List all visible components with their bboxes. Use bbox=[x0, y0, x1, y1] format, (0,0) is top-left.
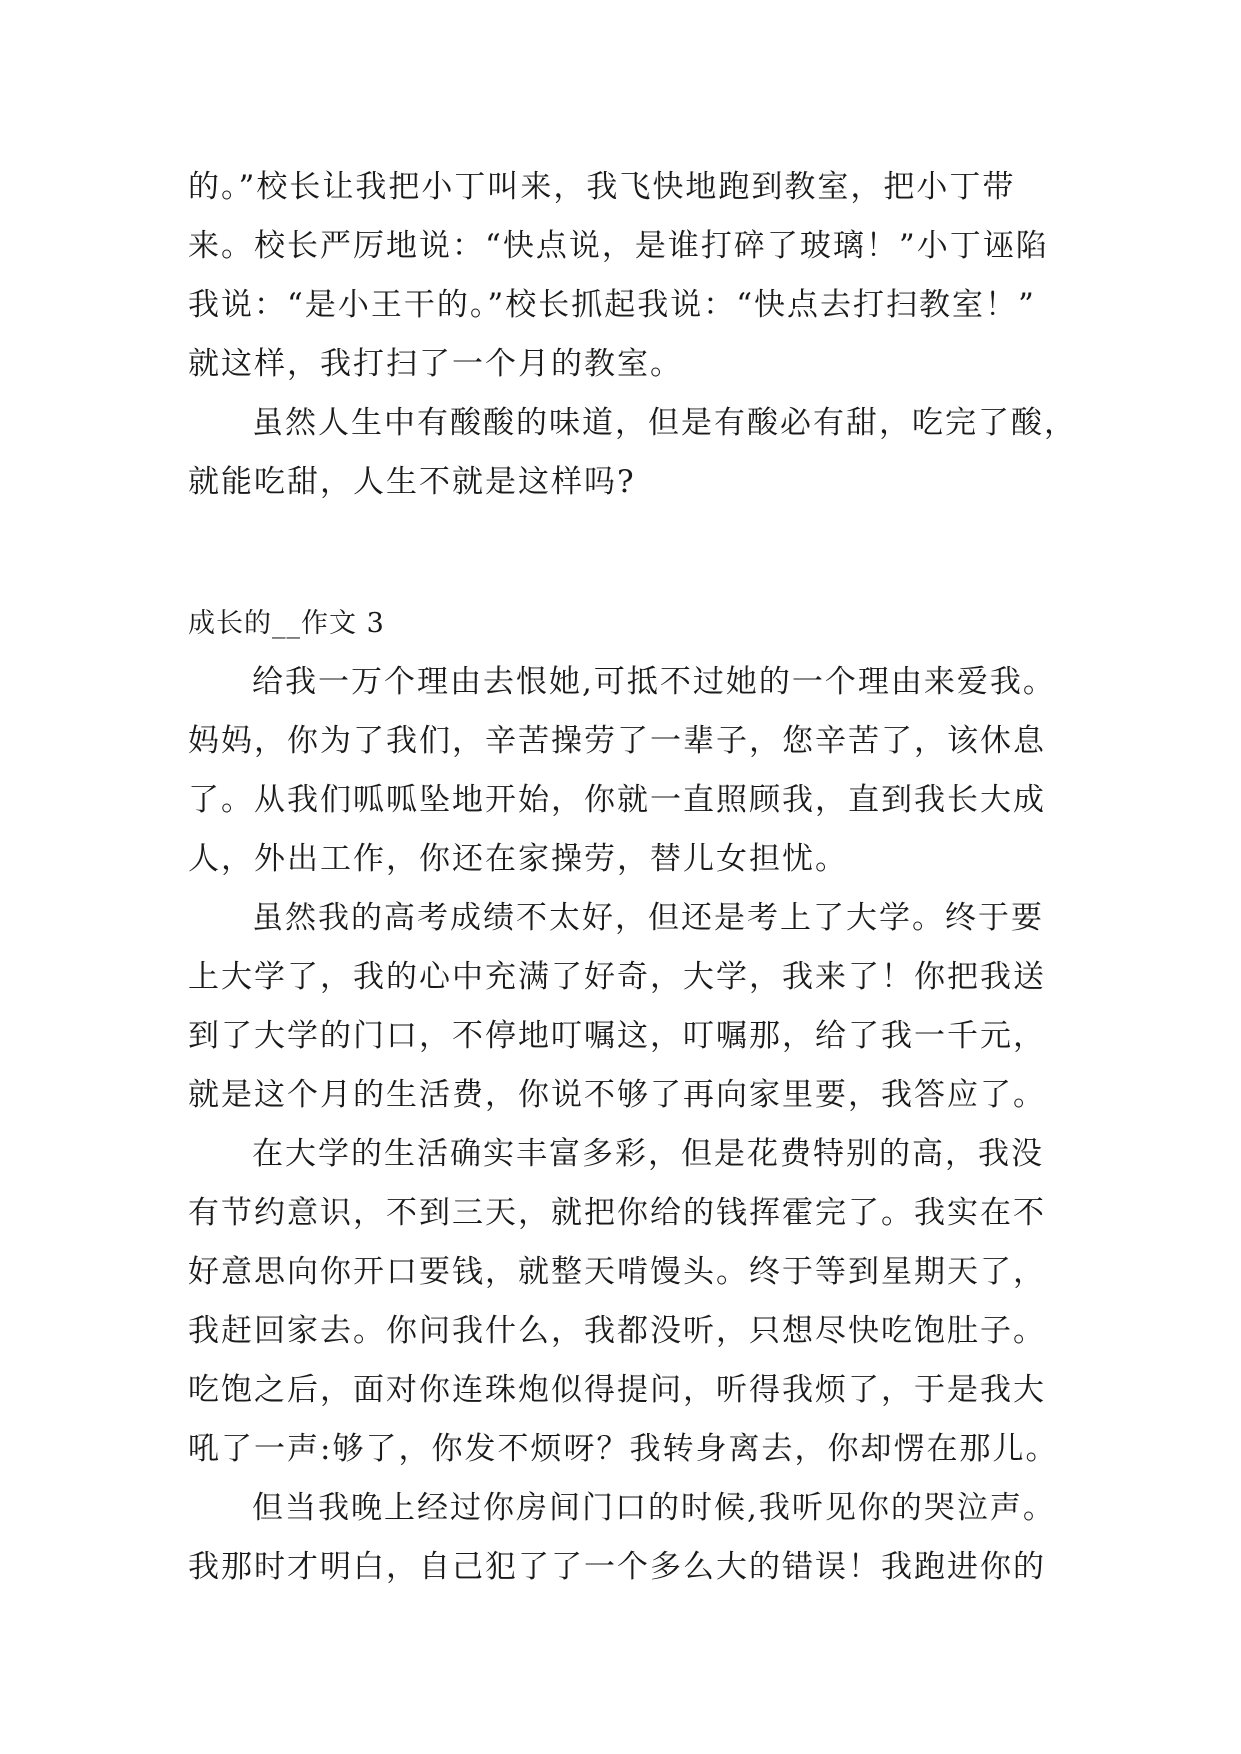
essay-heading: 成长的__作文 3 bbox=[188, 608, 385, 639]
text-line: 有节约意识，不到三天，就把你给的钱挥霍完了。我实在不 bbox=[188, 1195, 1046, 1231]
text-line: 人，外出工作，你还在家操劳，替儿女担忧。 bbox=[188, 841, 848, 877]
text-line: 我赶回家去。你问我什么，我都没听，只想尽快吃饱肚子。 bbox=[188, 1313, 1046, 1349]
text-line: 好意思向你开口要钱，就整天啃馒头。终于等到星期天了， bbox=[188, 1254, 1046, 1290]
text-line: 妈妈，你为了我们，辛苦操劳了一辈子，您辛苦了，该休息 bbox=[188, 723, 1046, 759]
text-line: 就能吃甜，人生不就是这样吗? bbox=[188, 464, 636, 500]
paragraph-conclusion bbox=[188, 394, 1077, 512]
paragraph bbox=[188, 1479, 1068, 1597]
text-line: 的。”校长让我把小丁叫来，我飞快地跑到教室，把小丁带 bbox=[188, 169, 1016, 205]
document-body bbox=[188, 158, 1077, 1597]
text-line: 了。从我们呱呱坠地开始，你就一直照顾我，直到我长大成 bbox=[188, 782, 1046, 818]
text-line: 给我一万个理由去恨她,可抵不过她的一个理由来爱我。 bbox=[252, 664, 1056, 700]
text-line: 在大学的生活确实丰富多彩，但是花费特别的高，我没 bbox=[252, 1136, 1044, 1172]
text-line: 上大学了，我的心中充满了好奇，大学，我来了！你把我送 bbox=[188, 959, 1046, 995]
section-gap bbox=[188, 512, 1068, 594]
text-line: 我说：“是小王干的。”校长抓起我说：“快点去打扫教室！” bbox=[188, 287, 1036, 323]
paragraph bbox=[188, 1125, 1068, 1479]
text-line: 到了大学的门口，不停地叮嘱这，叮嘱那，给了我一千元， bbox=[188, 1018, 1046, 1054]
paragraph bbox=[188, 889, 1068, 1125]
text-line: 我那时才明白，自己犯了了一个多么大的错误！我跑进你的 bbox=[188, 1549, 1046, 1585]
text-line: 吼了一声:够了，你发不烦呀？我转身离去，你却愣在那儿。 bbox=[188, 1431, 1059, 1467]
text-line: 但当我晚上经过你房间门口的时候,我听见你的哭泣声。 bbox=[252, 1490, 1056, 1526]
text-line: 虽然我的高考成绩不太好，但还是考上了大学。终于要 bbox=[252, 900, 1044, 936]
text-line: 来。校长严厉地说：“快点说，是谁打碎了玻璃！”小丁诬陷 bbox=[188, 228, 1049, 264]
paragraph-continuation bbox=[188, 158, 1068, 394]
text-line: 就是这个月的生活费，你说不够了再向家里要，我答应了。 bbox=[188, 1077, 1046, 1113]
text-line: 就这样，我打扫了一个月的教室。 bbox=[188, 346, 683, 382]
paragraph bbox=[188, 653, 1068, 889]
text-line: 虽然人生中有酸酸的味道，但是有酸必有甜，吃完了酸， bbox=[252, 405, 1077, 441]
text-line: 吃饱之后，面对你连珠炮似得提问，听得我烦了，于是我大 bbox=[188, 1372, 1046, 1408]
